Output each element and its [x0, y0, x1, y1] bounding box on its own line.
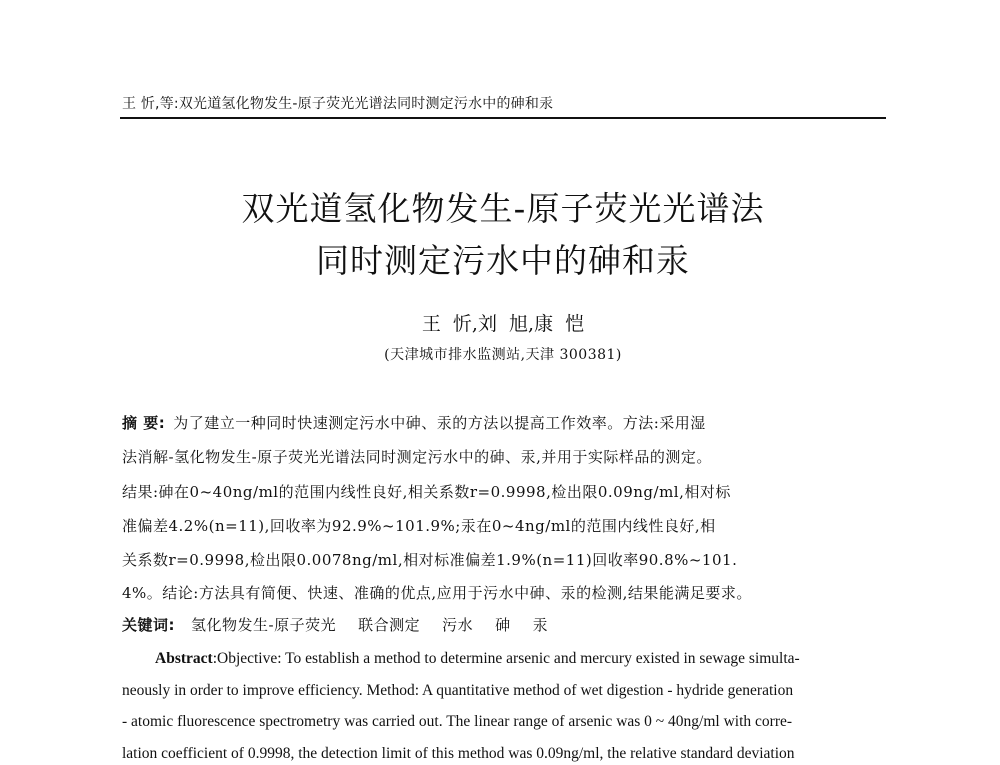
- keyword: 联合测定: [358, 616, 421, 634]
- keywords: [122, 614, 882, 636]
- authors: 王 忻,刘 旭,康 恺: [421, 313, 585, 335]
- abstract-cn-line: 关系数r=0.9998,检出限0.0078ng/ml,相对标准偏差1.9%(n=11)回收率90.8%~101.: [122, 551, 738, 569]
- affiliation: (天津城市排水监测站,天津 300381): [384, 347, 622, 363]
- abstract-en-line: - atomic fluorescence spectrometry was carried out. The linear range of arsenic was 0 ~ 40ng/ml with corre-: [122, 713, 793, 730]
- abstract-cn-line: 4%。结论:方法具有简便、快速、准确的优点,应用于污水中砷、汞的检测,结果能满足要求。: [122, 584, 752, 602]
- keyword: 砷: [495, 616, 511, 634]
- abstract-cn-label: 摘 要:: [122, 414, 166, 432]
- keyword: 污水: [442, 616, 474, 634]
- abstract-cn-line: 结果:砷在0~40ng/ml的范围内线性良好,相关系数r=0.9998,检出限0.09ng/ml,相对标: [122, 483, 731, 501]
- abstract-en-line: [155, 648, 884, 670]
- keyword: 氢化物发生-原子荧光: [191, 616, 337, 634]
- running-head: 王 忻,等:双光道氢化物发生-原子荧光光谱法同时测定污水中的砷和汞: [122, 96, 554, 112]
- keywords-label: 关键词:: [122, 616, 175, 634]
- title-line-2: 同时测定污水中的砷和汞: [316, 241, 690, 280]
- abstract-en-label: Abstract: [155, 650, 213, 667]
- title-line-1: 双光道氢化物发生-原子荧光光谱法: [241, 189, 765, 228]
- header-rule: [120, 117, 886, 119]
- abstract-en-text: :Objective: To establish a method to determine arsenic and mercury existed in sewage simulta-: [212, 650, 800, 667]
- abstract-en-line: neously in order to improve efficiency. Method: A quantitative method of wet digestion - hydride generation: [122, 682, 794, 699]
- abstract-cn-line: [122, 412, 882, 434]
- abstract-en-line: lation coefficient of 0.9998, the detection limit of this method was 0.09ng/ml, the relative standard deviation: [122, 745, 795, 762]
- abstract-cn-text: 为了建立一种同时快速测定污水中砷、汞的方法以提高工作效率。方法:采用湿: [173, 414, 706, 432]
- keyword: 汞: [532, 616, 549, 634]
- abstract-cn-line: 法消解-氢化物发生-原子荧光光谱法同时测定污水中的砷、汞,并用于实际样品的测定。: [122, 448, 712, 466]
- abstract-cn-line: 准偏差4.2%(n=11),回收率为92.9%~101.9%;汞在0~4ng/ml的范围内线性良好,相: [122, 517, 716, 535]
